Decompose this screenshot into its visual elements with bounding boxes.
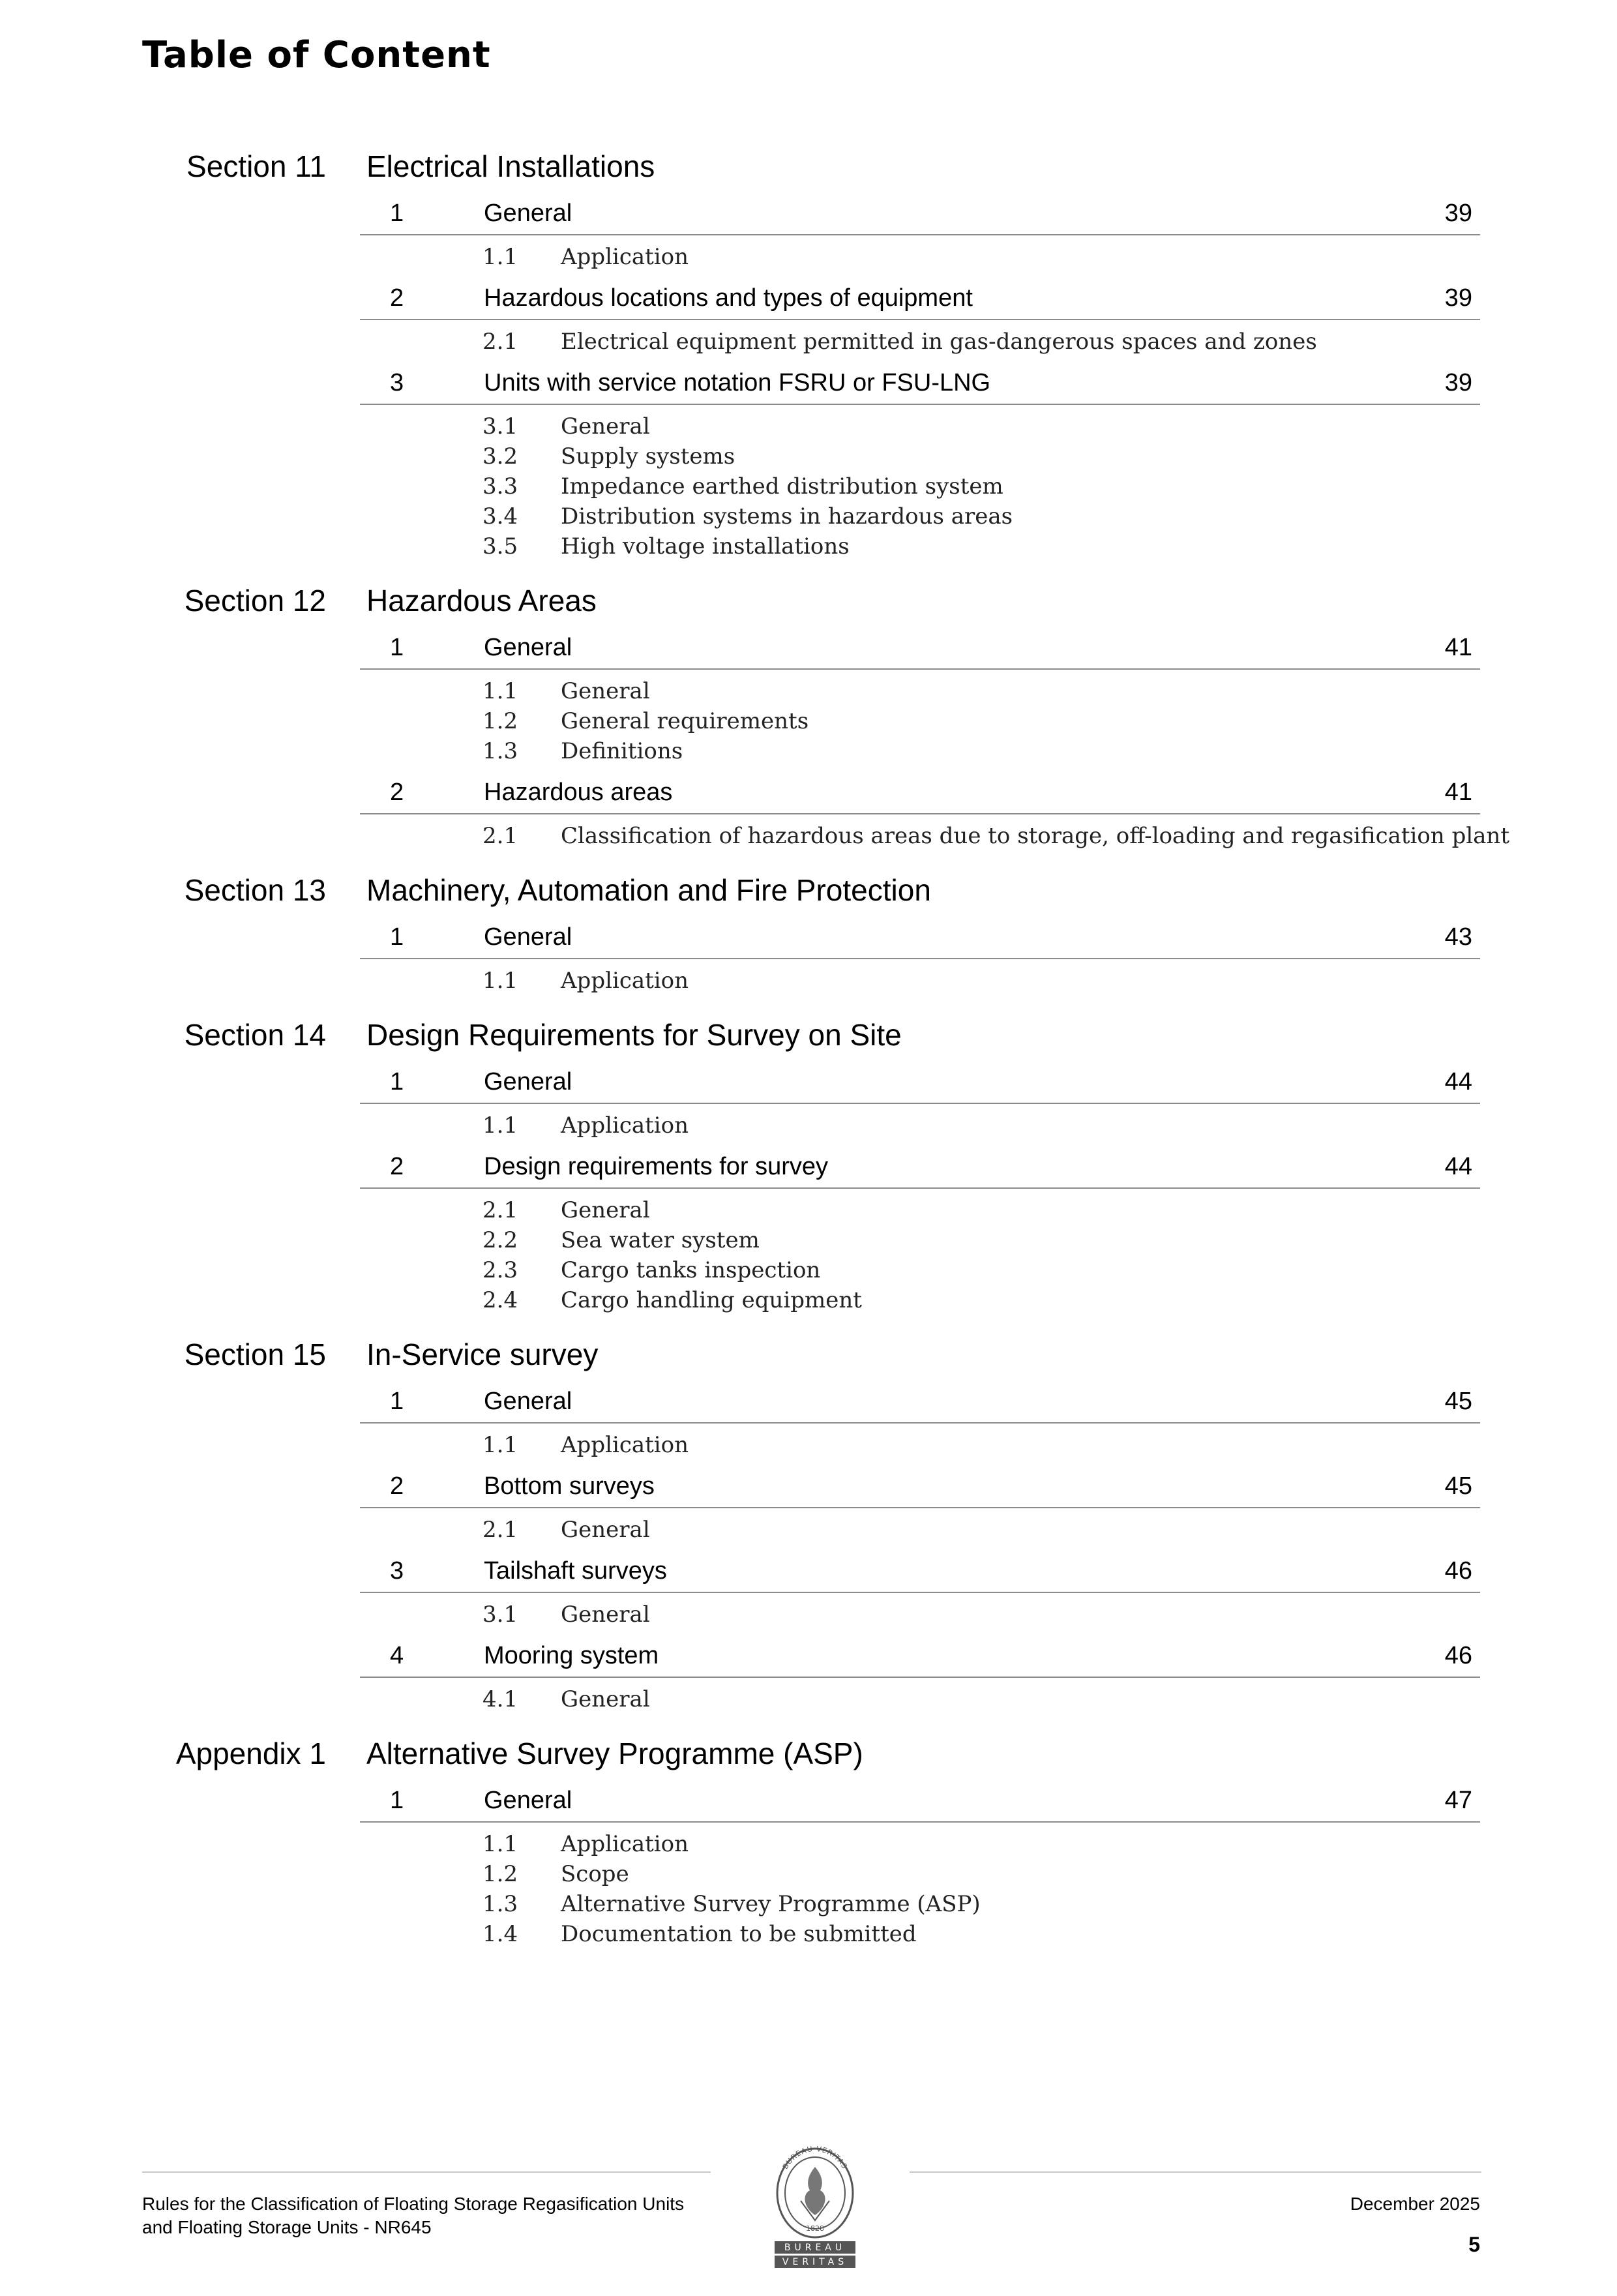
- subsection-title[interactable]: Cargo handling equipment: [561, 1287, 862, 1313]
- subsection-item[interactable]: [482, 1889, 1617, 1919]
- subsection-item[interactable]: [482, 501, 1617, 531]
- logo-ring-text: BUREAU VERITAS: [780, 2144, 850, 2171]
- subsection-list: [482, 1189, 1617, 1322]
- subsection-list: [482, 1593, 1617, 1636]
- toc-article-row[interactable]: [360, 1062, 1480, 1104]
- subsection-item[interactable]: [482, 966, 1617, 996]
- article-page-number: 44: [1444, 1153, 1472, 1180]
- subsection-item[interactable]: [482, 327, 1617, 357]
- article-title[interactable]: General: [484, 1787, 572, 1814]
- subsection-list: [482, 235, 1617, 278]
- subsection-item[interactable]: [482, 441, 1617, 471]
- subsection-item[interactable]: [482, 1285, 1617, 1315]
- toc-article-row[interactable]: [360, 1147, 1480, 1189]
- subsection-number: 4.1: [482, 1686, 518, 1712]
- article-number: 1: [390, 200, 404, 227]
- section-title[interactable]: Design Requirements for Survey on Site: [366, 1018, 902, 1052]
- subsection-list: [482, 814, 1617, 857]
- section-spacer: [0, 1002, 1617, 1015]
- toc-article-row[interactable]: [360, 773, 1480, 814]
- subsection-number: 2.4: [482, 1287, 518, 1313]
- subsection-number: 1.2: [482, 1861, 518, 1887]
- article-number: 2: [390, 284, 404, 312]
- article-number: 2: [390, 779, 404, 806]
- article-title[interactable]: Hazardous locations and types of equipment: [484, 284, 973, 312]
- article-title[interactable]: General: [484, 1068, 572, 1096]
- subsection-number: 1.1: [482, 1112, 518, 1139]
- article-number: 3: [390, 369, 404, 396]
- subsection-number: 2.1: [482, 1197, 518, 1223]
- subsection-title[interactable]: Application: [561, 1831, 689, 1857]
- section-title[interactable]: Hazardous Areas: [366, 584, 597, 618]
- article-number: 1: [390, 1787, 404, 1814]
- subsection-number: 2.1: [482, 823, 518, 849]
- section-label: Section 12: [184, 584, 326, 618]
- subsection-number: 1.1: [482, 968, 518, 994]
- article-page-number: 39: [1444, 200, 1472, 227]
- subsection-number: 1.1: [482, 678, 518, 704]
- subsection-list: [482, 1678, 1617, 1721]
- subsection-item[interactable]: [482, 1225, 1617, 1255]
- section-label: Section 13: [184, 873, 326, 907]
- subsection-list: [482, 1508, 1617, 1551]
- subsection-item[interactable]: [482, 1600, 1617, 1630]
- subsection-number: 2.2: [482, 1227, 518, 1253]
- subsection-title[interactable]: General: [561, 1602, 650, 1628]
- subsection-item[interactable]: [482, 531, 1617, 561]
- article-page-number: 41: [1444, 634, 1472, 661]
- toc-article-row[interactable]: [360, 363, 1480, 405]
- subsection-number: 1.3: [482, 1891, 518, 1917]
- toc-article-row[interactable]: [360, 194, 1480, 235]
- subsection-title[interactable]: Distribution systems in hazardous areas: [561, 503, 1013, 529]
- subsection-number: 2.1: [482, 1517, 518, 1543]
- toc-article-row[interactable]: [360, 1636, 1480, 1678]
- subsection-item[interactable]: [482, 411, 1617, 441]
- section-heading: [0, 1734, 1617, 1781]
- table-of-contents: [0, 147, 1617, 1969]
- subsection-item[interactable]: [482, 676, 1617, 706]
- section-title[interactable]: Electrical Installations: [366, 149, 655, 183]
- article-page-number: 41: [1444, 779, 1472, 806]
- subsection-list: [482, 1104, 1617, 1147]
- subsection-number: 1.1: [482, 1432, 518, 1458]
- article-number: 4: [390, 1642, 404, 1669]
- subsection-number: 3.2: [482, 443, 518, 470]
- article-number: 2: [390, 1153, 404, 1180]
- article-page-number: 46: [1444, 1642, 1472, 1669]
- subsection-list: [482, 1823, 1617, 1956]
- subsection-title[interactable]: General: [561, 1686, 650, 1712]
- subsection-title[interactable]: Classification of hazardous areas due to storage, off-loading and regasification plant: [561, 823, 1510, 849]
- article-number: 3: [390, 1557, 404, 1585]
- article-page-number: 44: [1444, 1068, 1472, 1096]
- article-page-number: 46: [1444, 1557, 1472, 1585]
- subsection-list: [482, 959, 1617, 1002]
- subsection-item[interactable]: [482, 1919, 1617, 1949]
- subsection-list: [482, 320, 1617, 363]
- subsection-number: 3.4: [482, 503, 518, 529]
- subsection-number: 3.3: [482, 473, 518, 499]
- section-title[interactable]: In-Service survey: [366, 1337, 599, 1371]
- subsection-title[interactable]: Application: [561, 244, 689, 270]
- article-page-number: 45: [1444, 1388, 1472, 1415]
- toc-article-row[interactable]: [360, 917, 1480, 959]
- section-title[interactable]: Machinery, Automation and Fire Protection: [366, 873, 931, 907]
- toc-article-row[interactable]: [360, 1382, 1480, 1424]
- subsection-number: 3.1: [482, 1602, 518, 1628]
- subsection-title[interactable]: Definitions: [561, 738, 683, 764]
- page-title: Table of Content: [142, 34, 491, 76]
- bureau-veritas-logo-icon: [763, 2142, 867, 2273]
- subsection-title[interactable]: Application: [561, 968, 689, 994]
- section-heading: [0, 581, 1617, 628]
- subsection-item[interactable]: [482, 1430, 1617, 1460]
- footer-divider-left: [142, 2171, 711, 2173]
- article-title[interactable]: Bottom surveys: [484, 1472, 655, 1500]
- article-number: 2: [390, 1472, 404, 1500]
- article-number: 1: [390, 634, 404, 661]
- article-title[interactable]: Tailshaft surveys: [484, 1557, 667, 1585]
- section-title[interactable]: Alternative Survey Programme (ASP): [366, 1737, 863, 1770]
- footer-title-line-2: and Floating Storage Units - NR645: [142, 2217, 432, 2237]
- article-page-number: 39: [1444, 284, 1472, 312]
- subsection-number: 1.3: [482, 738, 518, 764]
- article-page-number: 39: [1444, 369, 1472, 396]
- footer-title-line-1: Rules for the Classification of Floating Storage Regasification Units: [142, 2194, 685, 2214]
- article-title[interactable]: Hazardous areas: [484, 779, 673, 806]
- article-title[interactable]: Units with service notation FSRU or FSU-LNG: [484, 369, 991, 396]
- subsection-number: 2.1: [482, 329, 518, 355]
- logo-wordmark-line-1: BUREAU: [784, 2243, 846, 2253]
- subsection-title[interactable]: General requirements: [561, 708, 809, 734]
- logo-wordmark-line-2: VERITAS: [782, 2257, 848, 2267]
- section-spacer: [0, 857, 1617, 871]
- subsection-title[interactable]: Impedance earthed distribution system: [561, 473, 1003, 499]
- subsection-item[interactable]: [482, 1684, 1617, 1714]
- subsection-item[interactable]: [482, 471, 1617, 501]
- subsection-number: 1.2: [482, 708, 518, 734]
- footer-date: December 2025: [1350, 2194, 1480, 2214]
- section-spacer: [0, 568, 1617, 581]
- subsection-title[interactable]: Alternative Survey Programme (ASP): [561, 1891, 981, 1917]
- page-number: 5: [1468, 2233, 1480, 2256]
- subsection-title[interactable]: General: [561, 1517, 650, 1543]
- toc-article-row[interactable]: [360, 628, 1480, 670]
- article-number: 1: [390, 1068, 404, 1096]
- section-label: Section 11: [186, 149, 326, 183]
- section-label: Appendix 1: [175, 1737, 326, 1770]
- subsection-title[interactable]: Documentation to be submitted: [561, 1921, 917, 1947]
- subsection-number: 1.1: [482, 1831, 518, 1857]
- subsection-number: 2.3: [482, 1257, 518, 1283]
- section-heading: [0, 871, 1617, 917]
- article-page-number: 45: [1444, 1472, 1472, 1500]
- toc-section: [0, 147, 1617, 581]
- article-title[interactable]: General: [484, 1388, 572, 1415]
- subsection-title[interactable]: Scope: [561, 1861, 629, 1887]
- subsection-list: [482, 670, 1617, 773]
- section-spacer: [0, 1322, 1617, 1335]
- subsection-number: 1.4: [482, 1921, 518, 1947]
- toc-section: [0, 1335, 1617, 1734]
- subsection-title[interactable]: Cargo tanks inspection: [561, 1257, 821, 1283]
- subsection-item[interactable]: [482, 242, 1617, 272]
- subsection-title[interactable]: Application: [561, 1432, 689, 1458]
- section-spacer: [0, 1956, 1617, 1969]
- section-spacer: [0, 1721, 1617, 1734]
- subsection-number: 1.1: [482, 244, 518, 270]
- subsection-item[interactable]: [482, 1829, 1617, 1859]
- subsection-item[interactable]: [482, 1859, 1617, 1889]
- article-number: 1: [390, 923, 404, 951]
- subsection-title[interactable]: High voltage installations: [561, 533, 850, 559]
- subsection-item[interactable]: [482, 821, 1617, 851]
- toc-article-row[interactable]: [360, 1467, 1480, 1508]
- footer-document-title: [142, 2192, 684, 2239]
- article-title[interactable]: General: [484, 634, 572, 661]
- subsection-title[interactable]: General: [561, 1197, 650, 1223]
- subsection-title[interactable]: General: [561, 413, 650, 440]
- article-title[interactable]: Design requirements for survey: [484, 1153, 828, 1180]
- subsection-list: [482, 405, 1617, 568]
- subsection-title[interactable]: Supply systems: [561, 443, 735, 470]
- subsection-list: [482, 1424, 1617, 1467]
- subsection-title[interactable]: Application: [561, 1112, 689, 1139]
- subsection-item[interactable]: [482, 1515, 1617, 1545]
- toc-article-row[interactable]: [360, 1781, 1480, 1823]
- logo-year: 1828: [806, 2224, 824, 2233]
- subsection-item[interactable]: [482, 736, 1617, 766]
- toc-article-row[interactable]: [360, 1551, 1480, 1593]
- section-label: Section 14: [184, 1018, 326, 1052]
- subsection-number: 3.1: [482, 413, 518, 440]
- toc-section: [0, 1015, 1617, 1335]
- subsection-number: 3.5: [482, 533, 518, 559]
- article-page-number: 47: [1444, 1787, 1472, 1814]
- toc-article-row[interactable]: [360, 278, 1480, 320]
- subsection-title[interactable]: Sea water system: [561, 1227, 760, 1253]
- toc-section: [0, 581, 1617, 871]
- section-heading: [0, 1335, 1617, 1382]
- footer-divider-right: [910, 2171, 1481, 2173]
- toc-section: [0, 871, 1617, 1015]
- subsection-item[interactable]: [482, 1255, 1617, 1285]
- subsection-item[interactable]: [482, 706, 1617, 736]
- subsection-title[interactable]: General: [561, 678, 650, 704]
- article-title[interactable]: General: [484, 200, 572, 227]
- section-label: Section 15: [184, 1337, 326, 1371]
- subsection-title[interactable]: Electrical equipment permitted in gas-dangerous spaces and zones: [561, 329, 1317, 355]
- subsection-item[interactable]: [482, 1111, 1617, 1141]
- toc-section: [0, 1734, 1617, 1969]
- article-page-number: 43: [1444, 923, 1472, 951]
- article-title[interactable]: Mooring system: [484, 1642, 659, 1669]
- subsection-item[interactable]: [482, 1195, 1617, 1225]
- article-title[interactable]: General: [484, 923, 572, 951]
- section-heading: [0, 147, 1617, 194]
- article-number: 1: [390, 1388, 404, 1415]
- section-heading: [0, 1015, 1617, 1062]
